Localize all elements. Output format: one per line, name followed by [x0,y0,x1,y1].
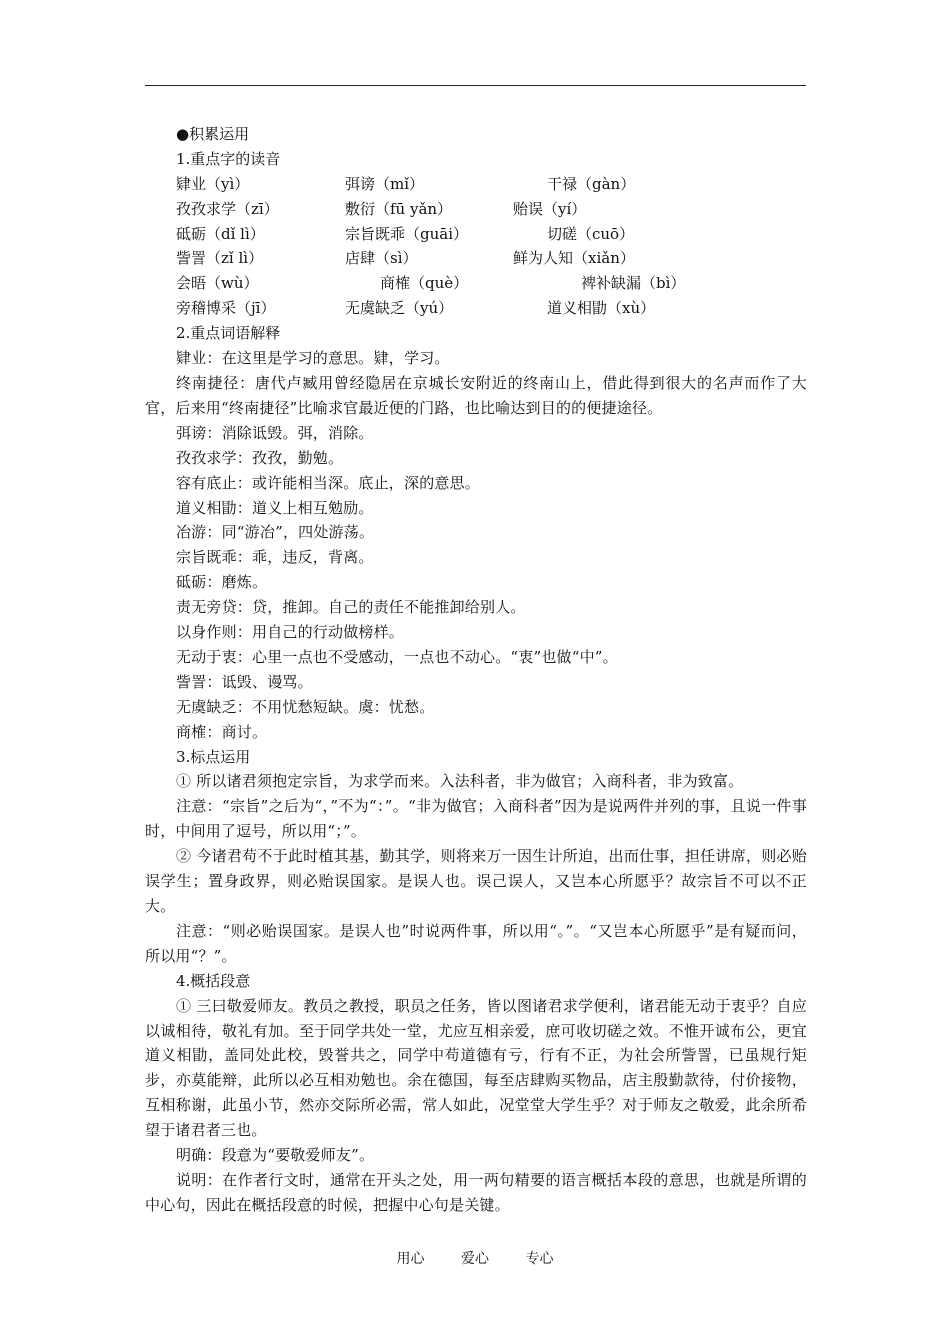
pronunciation-row [145,271,807,296]
pronunciation-item: 訾詈（zǐ lì） [176,249,264,268]
definition-item: 道义相勖：道义上相互勉励。 [176,498,374,517]
header-rule [145,85,806,86]
pronunciation-table [145,172,807,321]
footer-text: 爱心 [461,1251,489,1267]
pronunciation-item: 宗旨既乖（guāi） [345,224,469,243]
pronunciation-item: 裨补缺漏（bì） [581,274,686,293]
pronunciation-row [145,222,807,247]
definition-item: 孜孜求学：孜孜，勤勉。 [176,448,344,467]
summary-paragraph: ① 三曰敬爱师友。教员之教授，职员之任务，皆以图诸君求学便利，诸君能无动于衷乎？自应以诚相待，敬礼有加。至于同学共处一堂，尤应互相亲爱，庶可收切磋之效。不惟开诚布公，更宜道义相勖，盖同处此校，毁誉共之，同学中苟道德有亏，行有不正，为社会所訾詈，已虽规行矩步，亦莫能辩，此所以必互相劝勉也。余在德国，每至店肆购买物品，店主殷勤款待，付价接物，互相称谢，此虽小节，然亦交际所必需，常人如此，况堂堂大学生乎？对于师友之敬爱，此余所希望于诸君者三也。 [145,996,807,1140]
pronunciation-item: 无虞缺乏（yú） [345,299,454,318]
definition-item: 肄业：在这里是学习的意思。肄，学习。 [176,349,450,368]
definition-item: 责无旁贷：贷，推卸。自己的责任不能推卸给别人。 [176,598,526,617]
pronunciation-item: 旁稽博采（jī） [176,299,276,318]
pronunciation-item: 道义相勖（xù） [547,299,656,318]
pronunciation-item: 会晤（wù） [176,274,259,293]
pronunciation-item: 商榷（què） [380,274,469,293]
pronunciation-item: 肄业（yì） [176,174,250,193]
definition-item: 冶游：同“游冶”，四处游荡。 [176,523,375,542]
pronunciation-row [145,197,807,222]
summary-paragraph: 说明：在作者行文时，通常在开头之处，用一两句精要的语言概括本段的意思，也就是所谓的中心句，因此在概括段意的时候，把握中心句是关键。 [145,1170,807,1214]
heading: ●积累运用 [176,125,250,143]
document-body [145,122,807,1218]
punctuation-paragraph: ① 所以诸君须抱定宗旨，为求学而来。入法科者，非为做官；入商科者，非为致富。 [176,772,744,791]
definition-item: 无动于衷：心里一点也不受感动，一点也不动心。“衷”也做“中”。 [176,647,618,666]
punctuation-paragraph: ② 今诸君苟不于此时植其基，勤其学，则将来万一因生计所迫，出而仕事，担任讲席，则必贻误学生；置身政界，则必贻误国家。是误人也。误己误人，又岂本心所愿乎？故宗旨不可以不正大。 [145,847,807,915]
footer-text: 用心 [396,1251,425,1267]
definition-item: 容有底止：或许能相当深。底止，深的意思。 [176,473,481,492]
pronunciation-item: 贻误（yí） [513,199,587,218]
pronunciation-item: 切磋（cuō） [547,224,635,243]
pronunciation-row [145,246,807,271]
pronunciation-item: 敷衍（fū yǎn） [345,199,453,218]
section-title-summary: 4.概括段意 [176,971,251,990]
section-title-pronunciation: 1.重点字的读音 [176,149,281,168]
definition-item: 砥砺：磨炼。 [176,573,268,592]
pronunciation-item: 孜孜求学（zī） [176,199,279,218]
summary-paragraph: 明确：段意为“要敬爱师友”。 [176,1146,375,1165]
definition-item: 终南捷径：唐代卢臧用曾经隐居在京城长安附近的终南山上，借此得到很大的名声而作了大官，后来用“终南捷径”比喻求官最近便的门路，也比喻达到目的的便捷途径。 [145,373,807,417]
pronunciation-item: 砥砺（dǐ lì） [176,224,265,243]
definition-item: 无虞缺乏：不用忧愁短缺。虞：忧愁。 [176,697,435,716]
pronunciation-row [145,172,807,197]
section-title-punctuation: 3.标点运用 [176,747,251,766]
definition-item: 商榷：商讨。 [176,722,268,741]
definition-item: 宗旨既乖：乖，违反，背离。 [176,548,374,567]
pronunciation-row [145,296,807,321]
pronunciation-item: 鲜为人知（xiǎn） [513,249,635,268]
pronunciation-item: 弭谤（mǐ） [345,174,425,193]
section-title-definitions: 2.重点词语解释 [176,324,281,343]
pronunciation-item: 干禄（gàn） [547,174,636,193]
punctuation-paragraph: 注意：“宗旨”之后为“，”不为“：”。“非为做官；入商科者”因为是说两件并列的事，且说一件事时，中间用了逗号，所以用“；”。 [145,797,807,841]
definition-item: 弭谤：消除诋毁。弭，消除。 [176,423,374,442]
footer-text: 专心 [525,1251,554,1267]
punctuation-paragraph: 注意：“则必贻误国家。是误人也”时说两件事，所以用“。”。“又岂本心所愿乎”是有疑而问，所以用“？”。 [145,921,807,965]
pronunciation-item: 店肆（sì） [345,249,418,268]
page-footer [0,1248,950,1268]
definition-item: 以身作则：用自己的行动做榜样。 [176,623,405,642]
definition-item: 訾詈：诋毁、谩骂。 [176,672,313,691]
